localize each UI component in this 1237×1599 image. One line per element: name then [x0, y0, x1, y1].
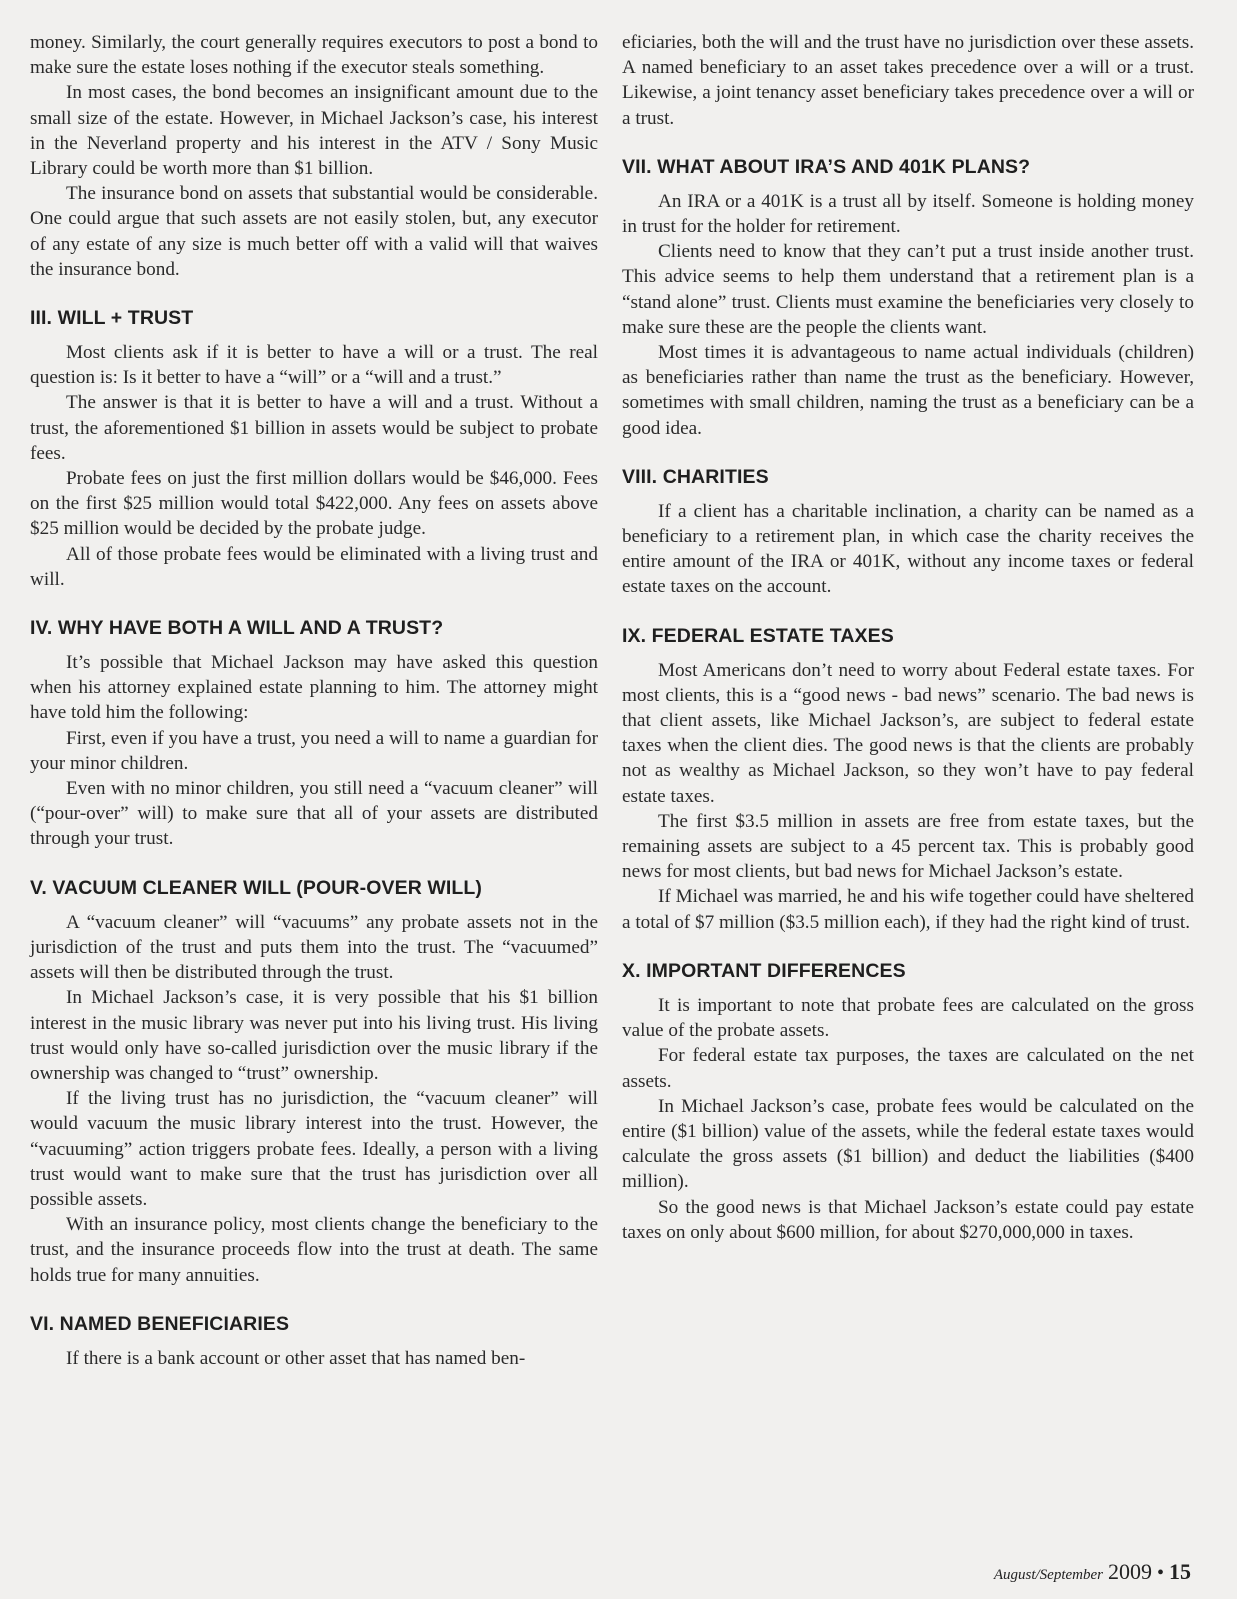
- paragraph: money. Similarly, the court generally requires executors to post a bond to make sure the estate loses nothing if the executor steals something.: [30, 32, 598, 79]
- page-footer: [994, 1559, 1191, 1585]
- section-heading-why-both: IV. WHY HAVE BOTH A WILL AND A TRUST?: [30, 617, 444, 640]
- paragraph: With an insurance policy, most clients change the beneficiary to the trust, and the insurance proceeds flow into the trust at death. The same holds true for many annuities.: [30, 1214, 598, 1286]
- paragraph: In most cases, the bond becomes an insignificant amount due to the small size of the estate. However, in Michael Jackson’s case, his interest in the Neverland property and his interest in the ATV / Sony Music Library could be worth more than $1 billion.: [30, 82, 598, 180]
- paragraph: Most Americans don’t need to worry about Federal estate taxes. For most clients, this is a “good news - bad news” scenario. The bad news is that client assets, like Michael Jackson’s, are subject to federal estate taxes when the client dies. The good news is that the clients are probably not as wealthy as Michael Jackson, so they won’t have to pay federal estate taxes.: [622, 659, 1194, 807]
- paragraph: eficiaries, both the will and the trust have no jurisdiction over these assets. A named beneficiary to an asset takes precedence over a will or a trust. Likewise, a joint tenancy asset beneficiary takes precedence over a will or a trust.: [622, 32, 1194, 129]
- paragraph: All of those probate fees would be eliminated with a living trust and will.: [30, 543, 598, 590]
- paragraph: For federal estate tax purposes, the taxes are calculated on the net assets.: [622, 1045, 1194, 1092]
- paragraph: The insurance bond on assets that substantial would be considerable. One could argue that such assets are not easily stolen, but, any executor of any estate of any size is much better off with a valid will that waives the insurance bond.: [30, 183, 598, 280]
- paragraph: If there is a bank account or other asset that has named ben-: [66, 1347, 526, 1369]
- section-heading-named-beneficiaries: VI. NAMED BENEFICIARIES: [30, 1312, 290, 1335]
- section-heading-vacuum-cleaner-will: V. VACUUM CLEANER WILL (POUR-OVER WILL): [30, 876, 483, 899]
- section-heading-charities: VIII. CHARITIES: [622, 465, 769, 488]
- paragraph: Most clients ask if it is better to have a will or a trust. The real question is: Is it better to have a “will” or a “will and a trust.”: [30, 342, 598, 389]
- issue-year: 2009: [1107, 1559, 1152, 1584]
- section-heading-federal-estate-taxes: IX. FEDERAL ESTATE TAXES: [622, 624, 894, 647]
- section-heading-important-differences: X. IMPORTANT DIFFERENCES: [622, 959, 906, 982]
- section-heading-ira-401k: VII. WHAT ABOUT IRA’S AND 401K PLANS?: [622, 155, 1031, 178]
- paragraph: An IRA or a 401K is a trust all by itself. Someone is holding money in trust for the holder for retirement.: [622, 190, 1194, 238]
- paragraph: It is important to note that probate fees are calculated on the gross value of the probate assets.: [622, 994, 1194, 1042]
- paragraph: The answer is that it is better to have a will and a trust. Without a trust, the aforementioned $1 billion in assets would be subject to probate fees.: [30, 392, 598, 464]
- paragraph: The first $3.5 million in assets are free from estate taxes, but the remaining assets are subject to a 45 percent tax. This is probably good news for most clients, but bad news for Michael Jackson’s estate.: [622, 810, 1194, 883]
- section-heading-will-trust: III. WILL + TRUST: [30, 307, 194, 330]
- paragraph: Even with no minor children, you still need a “vacuum cleaner” will (“pour-over” will) to make sure that all of your assets are distributed through your trust.: [30, 778, 598, 850]
- paragraph: Clients need to know that they can’t put a trust inside another trust. This advice seems to help them understand that a retirement plan is a “stand alone” trust. Clients must examine the beneficiaries very closely to make sure these are the people the clients want.: [622, 241, 1194, 338]
- paragraph: Probate fees on just the first million dollars would be $46,000. Fees on the first $25 million would total $422,000. Any fees on assets above $25 million would be decided by the probate judge.: [30, 468, 598, 540]
- left-column: [30, 30, 598, 1371]
- paragraph: So the good news is that Michael Jackson’s estate could pay estate taxes on only about $600 million, for about $270,000,000 in taxes.: [622, 1196, 1194, 1243]
- paragraph: It’s possible that Michael Jackson may have asked this question when his attorney explained estate planning to him. The attorney might have told him the following:: [30, 652, 598, 724]
- paragraph: In Michael Jackson’s case, probate fees would be calculated on the entire ($1 billion) value of the assets, while the federal estate taxes would calculate the gross assets ($1 billion) and deduct the liabilities ($400 million).: [622, 1095, 1194, 1193]
- paragraph: If the living trust has no jurisdiction, the “vacuum cleaner” will would vacuum the music library interest into the trust. However, the “vacuuming” action triggers probate fees. Ideally, a person with a living trust would want to make sure that the trust has jurisdiction over all possible assets.: [30, 1088, 598, 1210]
- footer-separator: •: [1156, 1562, 1164, 1584]
- paragraph: A “vacuum cleaner” will “vacuums” any probate assets not in the jurisdiction of the trust and puts them into the trust. The “vacuumed” assets will then be distributed through the trust.: [30, 911, 598, 984]
- paragraph: In Michael Jackson’s case, it is very possible that his $1 billion interest in the music library was never put into his living trust. His living trust would only have so-called jurisdiction over the music library if the ownership was changed to “trust” ownership.: [30, 987, 598, 1084]
- paragraph: If a client has a charitable inclination, a charity can be named as a beneficiary to a retirement plan, in which case the charity receives the entire amount of the IRA or 401K, without any income taxes or federal estate taxes on the account.: [622, 500, 1194, 598]
- issue-date: August/September: [993, 1567, 1103, 1583]
- paragraph: If Michael was married, he and his wife together could have sheltered a total of $7 million ($3.5 million each), if they had the right kind of trust.: [622, 886, 1194, 933]
- paragraph: First, even if you have a trust, you need a will to name a guardian for your minor children.: [30, 727, 598, 774]
- page-number: 15: [1169, 1559, 1191, 1584]
- paragraph: Most times it is advantageous to name actual individuals (children) as beneficiaries rather than name the trust as the beneficiary. However, sometimes with small children, naming the trust as a beneficiary can be a good idea.: [622, 342, 1194, 439]
- right-column: [622, 30, 1194, 1245]
